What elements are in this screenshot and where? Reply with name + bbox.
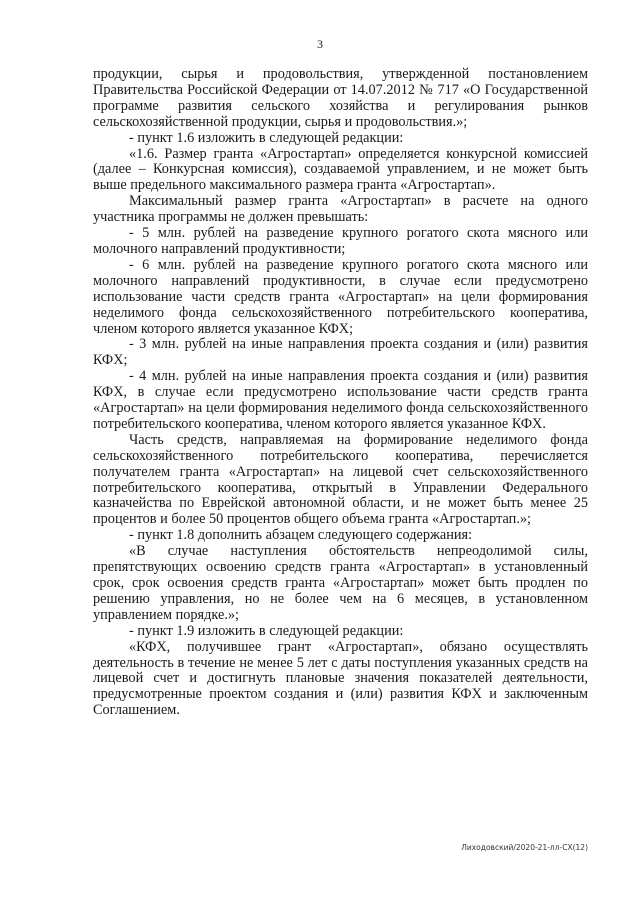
document-body xyxy=(93,67,588,719)
paragraph-continuation: продукции, сырья и продовольствия, утвержденной постановлением Правительства Российской Федерации от 14.07.2012 № 717 «О Государственной программе развития сельского хозяйства и регулирования рынков сельскохозяйственной продукции, сырья и продовольствия.»; xyxy=(93,66,588,130)
list-item-3-mln: - 3 млн. рублей на иные направления проекта создания и (или) развития КФХ; xyxy=(93,336,588,369)
paragraph-force-majeure: «В случае наступления обстоятельств непреодолимой силы, препятствующих освоению средств гранта «Агростартап» в установленный срок, срок освоения средств гранта «Агростартап» может быть продлен по решению управления, но не более чем на 6 месяцев, в установленном управлением порядке.»; xyxy=(93,543,588,623)
paragraph-item-1-9-heading: - пункт 1.9 изложить в следующей редакции: xyxy=(129,622,404,639)
paragraph-indivisible-fund: Часть средств, направляемая на формирование неделимого фонда сельскохозяйственного потребительского кооператива, перечисляется получателем гранта «Агростартап» на лицевой счет сельскохозяйственного потребительского кооператива, открытый в Управлении Федерального казначейства по Еврейской автономной области, и не может быть менее 25 процентов и более 50 процентов общего объема гранта «Агростартап.»; xyxy=(93,431,588,528)
list-item-4-mln: - 4 млн. рублей на иные направления проекта создания и (или) развития КФХ, в случае если предусмотрено использование части средств гранта «Агростартап» на цели формирования неделимого фонда сельскохозяйственного потребительского кооператива, членом которого является указанное КФХ. xyxy=(93,368,588,432)
list-item-5-mln: - 5 млн. рублей на разведение крупного рогатого скота мясного или молочного направлений продуктивности; xyxy=(93,225,588,257)
paragraph-item-1-6-heading: - пункт 1.6 изложить в следующей редакции: xyxy=(129,129,404,146)
paragraph-item-1-6-text: «1.6. Размер гранта «Агростартап» определяется конкурсной комиссией (далее – Конкурсная комиссия), создаваемой управлением, и не может быть выше предельного максимального размера гранта «Агростартап». xyxy=(93,145,588,194)
paragraph-item-1-8-heading: - пункт 1.8 дополнить абзацем следующего содержания: xyxy=(129,527,473,544)
footer-reference: Лиходовский/2020-21-лл-СХ(12) xyxy=(461,843,588,852)
page-number: 3 xyxy=(317,37,323,51)
list-item-6-mln: - 6 млн. рублей на разведение крупного рогатого скота мясного или молочного направлений продуктивности, в случае если предусмотрено использование части средств гранта «Агростартап» на цели формирования неделимого фонда сельскохозяйственного потребительского кооператива, членом которого является указанное КФХ; xyxy=(93,256,588,337)
paragraph-max-grant: Максимальный размер гранта «Агростартап» в расчете на одного участника программы не должен превышать: xyxy=(93,193,588,226)
paragraph-item-1-9-text: «КФХ, получившее грант «Агростартап», обязано осуществлять деятельность в течение не менее 5 лет с даты поступления указанных средств на лицевой счет и достигнуть плановые значения показателей деятельности, предусмотренные проектом создания и (или) развития КФХ и заключенным Соглашением. xyxy=(93,638,588,719)
